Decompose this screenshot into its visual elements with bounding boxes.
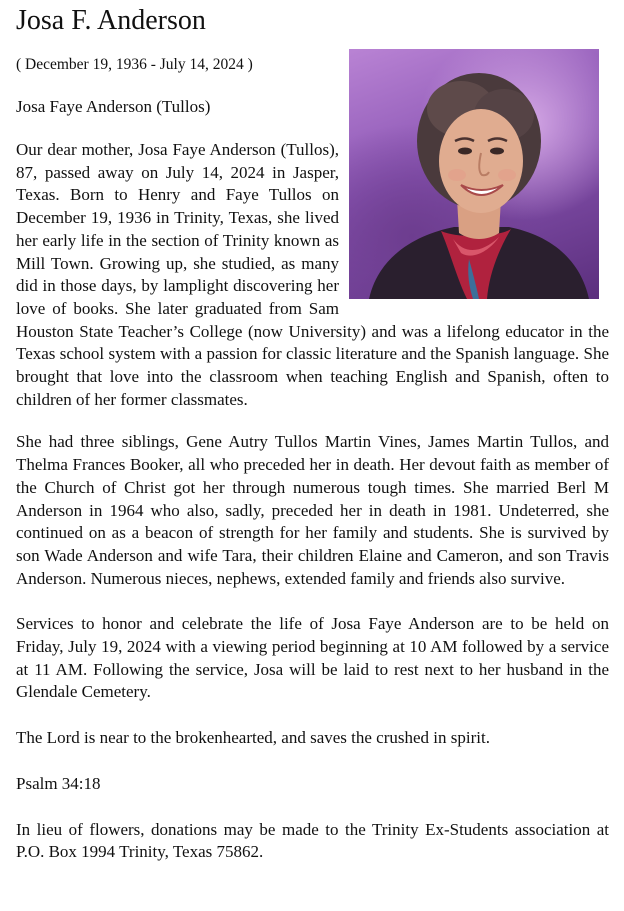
paragraph-donations: In lieu of flowers, donations may be made to the Trinity Ex-Students association at P.O. Box 1994 Trinity, Texas 75862. (16, 819, 609, 862)
life-dates: ( December 19, 1936 - July 14, 2024 ) (16, 56, 253, 73)
obituary-body (16, 139, 609, 864)
paragraph-services: Services to honor and celebrate the life of Josa Faye Anderson are to be held on Friday, July 19, 2024 with a viewing period beginning at 10 AM followed by a service at 11 AM. Following the service, Josa will be laid to rest next to her husband in the Glendale Cemetery. (16, 614, 609, 702)
page-title: Josa F. Anderson (16, 5, 206, 36)
paragraph-scripture: The Lord is near to the brokenhearted, and saves the crushed in spirit. (16, 728, 490, 748)
portrait-icon (349, 49, 599, 299)
paragraph-biography: Our dear mother, Josa Faye Anderson (Tullos), 87, passed away on July 14, 2024 in Jasper, Texas. Born to Henry and Faye Tullos on December 19, 1936 in Trinity, Texas, she lived her early life in the section of Trinity known as Mill Town. Growing up, she studied, as many did in those days, by lamplight discovering her love of books. She later graduated from Sam Houston State Teacher’s College (now University) and was a lifelong educator in the Texas school system with a passion for classic literature and the Spanish language. She brought that love into the classroom when teaching English and Spanish, often to children of her former classmates. (16, 140, 609, 409)
full-name: Josa Faye Anderson (Tullos) (16, 97, 211, 116)
paragraph-family: She had three siblings, Gene Autry Tullos Martin Vines, James Martin Tullos, and Thelma Frances Booker, all who preceded her in death. Her devout faith as member of the Church of Christ got her through numerous tough times. She married Berl M Anderson in 1964 who also, sadly, preceded her in death in 1981. Undeterred, she continued on as a beacon of strength for her family and students. She is survived by son Wade Anderson and wife Tara, their children Elaine and Cameron, and son Travis Anderson. Numerous nieces, nephews, extended family and friends also survive. (16, 432, 609, 588)
paragraph-scripture-reference: Psalm 34:18 (16, 773, 101, 793)
portrait-photo (349, 49, 599, 299)
